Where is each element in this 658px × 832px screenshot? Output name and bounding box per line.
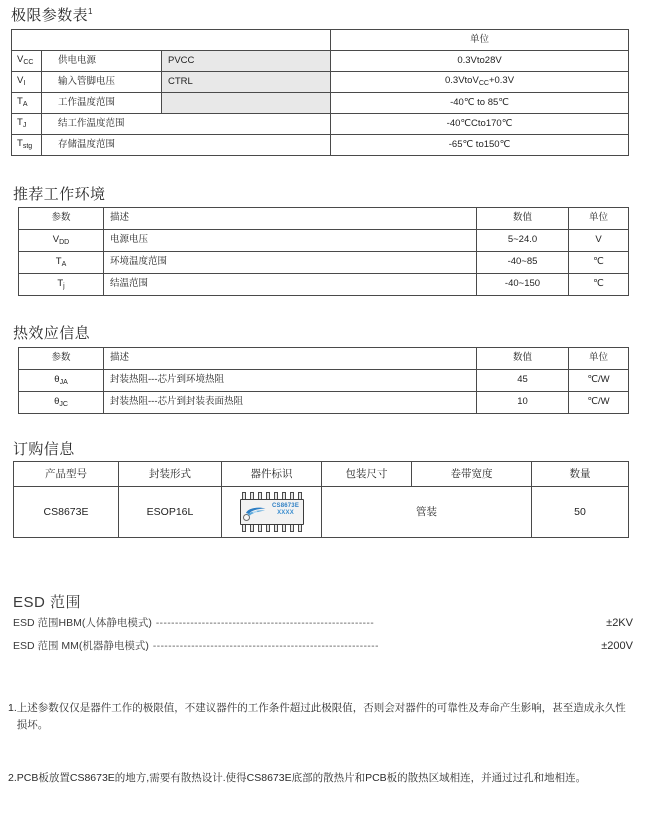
limits-desc-vi: 输入管脚电压 <box>42 72 162 93</box>
chip-pin <box>298 525 302 532</box>
limits-value-tj: -40℃Cto170℃ <box>331 114 629 135</box>
limits-value-tstg: -65℃ to150℃ <box>331 135 629 156</box>
table-row <box>19 370 629 392</box>
chip-marking-line2: XXXX <box>277 510 294 516</box>
limits-symbol-tstg: $T_{stg}$ <box>12 135 42 156</box>
order-value-package: ESOP16L <box>119 487 222 538</box>
reco-param-vdd: $V_{DD}$ <box>19 230 104 252</box>
table-recommended-operating-conditions <box>18 207 629 296</box>
thermal-param-theta-jc: $\theta_{JC}$ <box>19 392 104 414</box>
table-absolute-maximum-ratings <box>11 29 629 156</box>
thermal-header-unit: 单位 <box>569 348 629 370</box>
limits-value-vi: 0.3VtoV$_{CC}$+0.3V <box>331 72 629 93</box>
chip-package-image <box>236 491 308 533</box>
thermal-desc-theta-jc: 封装热阻---芯片到封装表面热阻 <box>104 392 477 414</box>
reco-header-value: 数值 <box>477 208 569 230</box>
limits-symbol-vcc: $V_{CC}$ <box>12 51 42 72</box>
thermal-param-theta-ja: $\theta_{JA}$ <box>19 370 104 392</box>
thermal-unit-theta-jc: ℃/W <box>569 392 629 414</box>
chip-pin <box>250 492 254 499</box>
reco-value-ta: -40~85 <box>477 252 569 274</box>
limits-desc-vcc: 供电电源 <box>42 51 162 72</box>
chip-pin <box>298 492 302 499</box>
table-row <box>19 274 629 296</box>
chip-pins-bottom <box>242 525 302 532</box>
reco-header-param: 参数 <box>19 208 104 230</box>
limits-header-blank <box>12 30 331 51</box>
limits-symbol-vi: $V_I$ <box>12 72 42 93</box>
limits-symbol-tj: $T_J$ <box>12 114 42 135</box>
table-row <box>12 135 629 156</box>
esd-value-mm: ±200V <box>601 640 633 652</box>
heading-text-esd: ESD 范围 <box>13 594 82 611</box>
table-row <box>19 348 629 370</box>
footnote-2 <box>8 770 630 787</box>
limits-desc-tstg: 存储温度范围 <box>42 135 331 156</box>
limits-pin-vi: CTRL <box>162 72 331 93</box>
chip-pin <box>258 492 262 499</box>
order-header-model: 产品型号 <box>14 462 119 487</box>
limits-symbol-ta: $T_A$ <box>12 93 42 114</box>
table-row <box>12 51 629 72</box>
esd-dash-mm: ----------------------------------------------------------- <box>152 641 379 652</box>
reco-unit-vdd: V <box>569 230 629 252</box>
reco-desc-vdd: 电源电压 <box>104 230 477 252</box>
esd-label-hbm: ESD 范围HBM(人体静电模式) <box>13 617 152 629</box>
table-thermal-information <box>18 347 629 414</box>
chip-marking-text <box>269 503 303 517</box>
limits-value-ta: -40℃ to 85℃ <box>331 93 629 114</box>
chip-pin <box>274 492 278 499</box>
limits-desc-tj: 结工作温度范围 <box>42 114 331 135</box>
chip-pin <box>242 492 246 499</box>
reco-param-tj: $T_j$ <box>19 274 104 296</box>
thermal-unit-theta-ja: ℃/W <box>569 370 629 392</box>
footnote-1-text: 上述参数仅仅是器件工作的极限值，不建议器件的工作条件超过此极限值，否则会对器件的可靠性及寿命产生影响，甚至造成永久性损坏。 <box>16 702 626 732</box>
heading-text-recommended: 推荐工作环境 <box>13 186 106 203</box>
reco-unit-ta: ℃ <box>569 252 629 274</box>
table-row <box>12 93 629 114</box>
page-title-recommended <box>13 183 105 204</box>
reco-unit-tj: ℃ <box>569 274 629 296</box>
thermal-header-param: 参数 <box>19 348 104 370</box>
table-row <box>19 252 629 274</box>
manufacturer-logo-icon <box>245 506 267 517</box>
page-title-ordering <box>13 438 75 459</box>
order-value-quantity: 50 <box>532 487 629 538</box>
reco-desc-ta: 环境温度范围 <box>104 252 477 274</box>
thermal-header-value: 数值 <box>477 348 569 370</box>
chip-pin <box>282 492 286 499</box>
footnote-1-number: 1. <box>8 702 17 714</box>
order-value-packing: 管装 <box>322 487 532 538</box>
footnote-2-number: 2. <box>8 772 17 784</box>
table-row <box>14 487 629 538</box>
order-header-reel-width: 卷带宽度 <box>412 462 532 487</box>
table-ordering-information <box>13 461 629 538</box>
chip-pin <box>282 525 286 532</box>
order-header-quantity: 数量 <box>532 462 629 487</box>
chip-pins-top <box>242 492 302 499</box>
table-row <box>19 392 629 414</box>
table-row <box>12 30 629 51</box>
chip-pin <box>290 492 294 499</box>
reco-header-unit: 单位 <box>569 208 629 230</box>
chip-pin <box>242 525 246 532</box>
reco-value-tj: -40~150 <box>477 274 569 296</box>
limits-header-unit: 单位 <box>331 30 629 51</box>
order-value-model: CS8673E <box>14 487 119 538</box>
reco-header-desc: 描述 <box>104 208 477 230</box>
table-row <box>19 230 629 252</box>
esd-label-mm: ESD 范围 MM(机器静电模式) <box>13 640 149 652</box>
page-title-esd <box>13 591 81 612</box>
limits-pin-ta <box>162 93 331 114</box>
chip-pin <box>274 525 278 532</box>
heading-text-limits: 极限参数表 <box>11 7 89 24</box>
chip-pin <box>266 492 270 499</box>
chip-pin <box>258 525 262 532</box>
footnote-marker-1: 1 <box>88 7 93 16</box>
reco-param-ta: $T_A$ <box>19 252 104 274</box>
order-header-package: 封装形式 <box>119 462 222 487</box>
order-value-marking <box>222 487 322 538</box>
limits-pin-vcc: PVCC <box>162 51 331 72</box>
order-header-marking: 器件标识 <box>222 462 322 487</box>
table-row <box>14 462 629 487</box>
order-header-packing-size: 包装尺寸 <box>322 462 412 487</box>
esd-dash-hbm: --------------------------------------------------------- <box>155 618 375 629</box>
heading-text-ordering: 订购信息 <box>13 441 75 458</box>
chip-pin <box>266 525 270 532</box>
esd-row-mm <box>13 638 633 653</box>
footnote-1 <box>8 700 630 735</box>
thermal-header-desc: 描述 <box>104 348 477 370</box>
chip-marking-line1: CS8673E <box>271 503 300 509</box>
thermal-value-theta-jc: 10 <box>477 392 569 414</box>
heading-text-thermal: 热效应信息 <box>13 325 91 342</box>
chip-pin <box>250 525 254 532</box>
footnote-2-text: PCB板放置CS8673E的地方,需要有散热设计.使得CS8673E底部的散热片和PCB板的散热区域相连，并通过过孔和地相连。 <box>16 772 587 784</box>
chip-pin <box>290 525 294 532</box>
esd-value-hbm: ±2KV <box>606 617 633 629</box>
table-row <box>12 72 629 93</box>
table-row <box>19 208 629 230</box>
reco-desc-tj: 结温范围 <box>104 274 477 296</box>
limits-desc-ta: 工作温度范围 <box>42 93 162 114</box>
esd-row-hbm <box>13 615 633 630</box>
page-title-limits <box>11 4 93 25</box>
table-row <box>12 114 629 135</box>
thermal-desc-theta-ja: 封装热阻---芯片到环境热阻 <box>104 370 477 392</box>
reco-value-vdd: 5~24.0 <box>477 230 569 252</box>
page-title-thermal <box>13 322 90 343</box>
limits-value-vcc: 0.3Vto28V <box>331 51 629 72</box>
thermal-value-theta-ja: 45 <box>477 370 569 392</box>
